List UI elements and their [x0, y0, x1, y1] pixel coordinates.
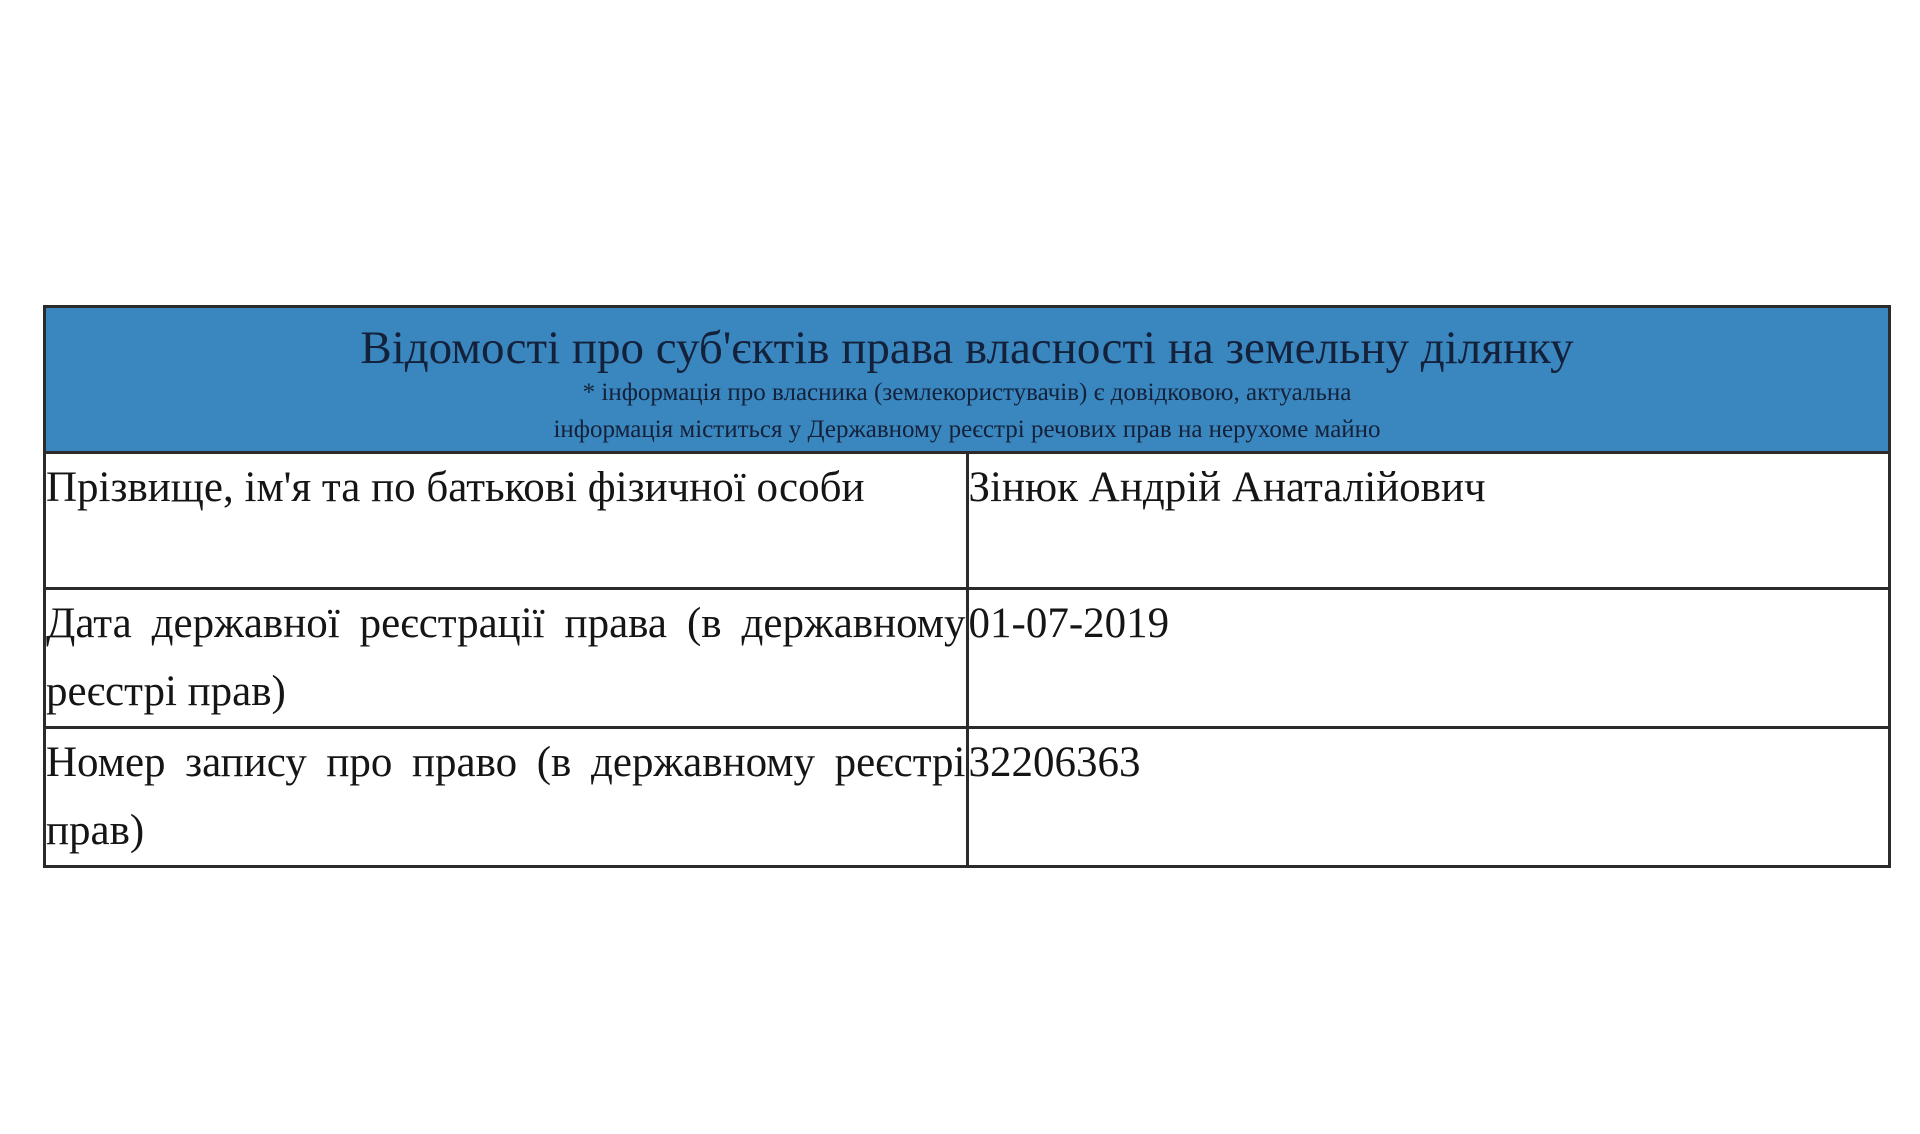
table-header	[45, 307, 1890, 453]
owner-name-label	[45, 453, 968, 589]
row-value-text: Зінюк Андрій Анаталійович	[968, 464, 1486, 511]
record-number-label	[45, 728, 968, 867]
table-header-row	[45, 307, 1890, 453]
registration-date-label	[45, 589, 968, 728]
table-row	[45, 728, 1890, 867]
owner-name-value	[967, 453, 1890, 589]
row-label-text: Номер запису про право (в державному реєстрі прав)	[46, 739, 966, 854]
table-row	[45, 589, 1890, 728]
row-label-text: Дата державної реєстрації права (в державному реєстрі прав)	[46, 600, 966, 715]
row-value-text: 01-07-2019	[968, 600, 1170, 647]
record-number-value	[967, 728, 1890, 867]
section-note-line-1: * інформація про власника (землекористувачів) є довідковою, актуальна	[582, 379, 1352, 406]
section-title: Відомості про суб'єктів права власності на земельну ділянку	[360, 322, 1574, 374]
row-label-text: Прізвище, ім'я та по батькові фізичної особи	[46, 464, 865, 511]
row-value-text: 32206363	[968, 739, 1141, 786]
registration-date-value	[967, 589, 1890, 728]
table-row	[45, 453, 1890, 589]
ownership-info-table	[43, 305, 1891, 868]
section-note-line-2: інформація міститься у Державному реєстрі речових прав на нерухоме майно	[553, 416, 1381, 443]
